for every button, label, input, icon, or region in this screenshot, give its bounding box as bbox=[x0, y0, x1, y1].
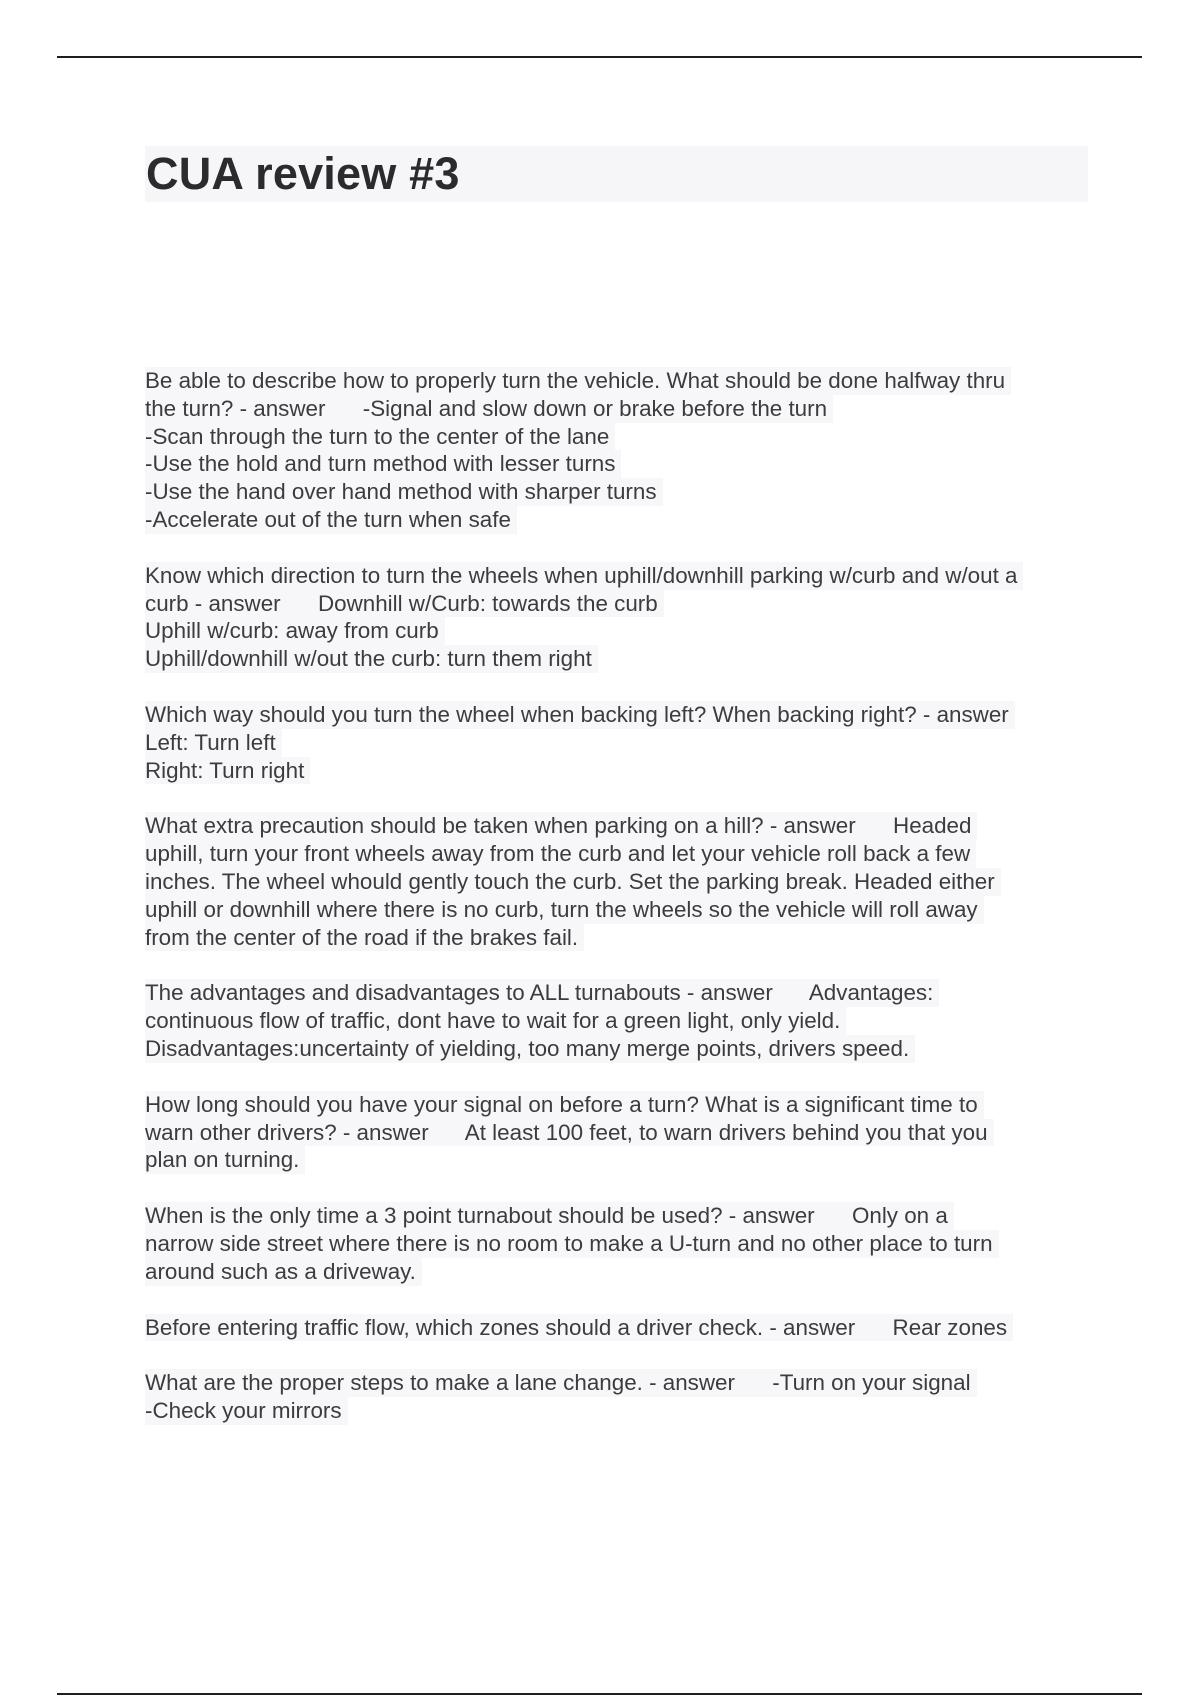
qa-line: -Use the hold and turn method with lesser turns bbox=[145, 450, 621, 478]
qa-line: -Use the hand over hand method with sharper turns bbox=[145, 478, 663, 506]
qa-line: continuous flow of traffic, dont have to wait for a green light, only yield. bbox=[145, 1007, 846, 1035]
qa-line: Uphill/downhill w/out the curb: turn them right bbox=[145, 645, 598, 673]
qa-entry bbox=[145, 1091, 1105, 1174]
qa-entry bbox=[145, 1202, 1105, 1285]
qa-line: -Accelerate out of the turn when safe bbox=[145, 506, 517, 534]
qa-line: Uphill w/curb: away from curb bbox=[145, 617, 445, 645]
document-title: CUA review #3 bbox=[146, 148, 460, 199]
qa-line: around such as a driveway. bbox=[145, 1258, 422, 1286]
top-rule bbox=[57, 56, 1142, 58]
qa-line: -Scan through the turn to the center of the lane bbox=[145, 423, 615, 451]
qa-entry bbox=[145, 1369, 1105, 1425]
qa-line: When is the only time a 3 point turnabout should be used? - answer Only on a bbox=[145, 1202, 954, 1230]
qa-line: Disadvantages:uncertainty of yielding, too many merge points, drivers speed. bbox=[145, 1035, 915, 1063]
qa-line: from the center of the road if the brakes fail. bbox=[145, 924, 584, 952]
qa-list bbox=[145, 367, 1105, 1453]
qa-line: Before entering traffic flow, which zones should a driver check. - answer Rear zones bbox=[145, 1314, 1013, 1342]
qa-entry bbox=[145, 812, 1105, 951]
qa-line: What are the proper steps to make a lane change. - answer -Turn on your signal bbox=[145, 1369, 977, 1397]
qa-entry bbox=[145, 701, 1105, 784]
bottom-rule bbox=[57, 1693, 1142, 1695]
qa-line: How long should you have your signal on before a turn? What is a significant time to bbox=[145, 1091, 984, 1119]
qa-line: narrow side street where there is no room to make a U-turn and no other place to turn bbox=[145, 1230, 999, 1258]
qa-line: The advantages and disadvantages to ALL turnabouts - answer Advantages: bbox=[145, 979, 939, 1007]
qa-line: inches. The wheel whould gently touch the curb. Set the parking break. Headed either bbox=[145, 868, 1001, 896]
qa-entry bbox=[145, 979, 1105, 1062]
qa-line: uphill or downhill where there is no curb, turn the wheels so the vehicle will roll away bbox=[145, 896, 984, 924]
qa-line: Be able to describe how to properly turn the vehicle. What should be done halfway thru bbox=[145, 367, 1011, 395]
qa-line: Which way should you turn the wheel when backing left? When backing right? - answer bbox=[145, 701, 1015, 729]
qa-line: What extra precaution should be taken when parking on a hill? - answer Headed bbox=[145, 812, 977, 840]
qa-line: uphill, turn your front wheels away from the curb and let your vehicle roll back a few bbox=[145, 840, 976, 868]
qa-entry bbox=[145, 367, 1105, 534]
qa-line: Know which direction to turn the wheels when uphill/downhill parking w/curb and w/out a bbox=[145, 562, 1023, 590]
qa-line: Left: Turn left bbox=[145, 729, 282, 757]
qa-entry bbox=[145, 1314, 1105, 1342]
qa-line: -Check your mirrors bbox=[145, 1397, 348, 1425]
qa-line: Right: Turn right bbox=[145, 757, 310, 785]
qa-line: the turn? - answer -Signal and slow down or brake before the turn bbox=[145, 395, 833, 423]
qa-line: warn other drivers? - answer At least 100 feet, to warn drivers behind you that you bbox=[145, 1119, 994, 1147]
qa-entry bbox=[145, 562, 1105, 673]
qa-line: curb - answer Downhill w/Curb: towards the curb bbox=[145, 590, 664, 618]
qa-line: plan on turning. bbox=[145, 1146, 305, 1174]
